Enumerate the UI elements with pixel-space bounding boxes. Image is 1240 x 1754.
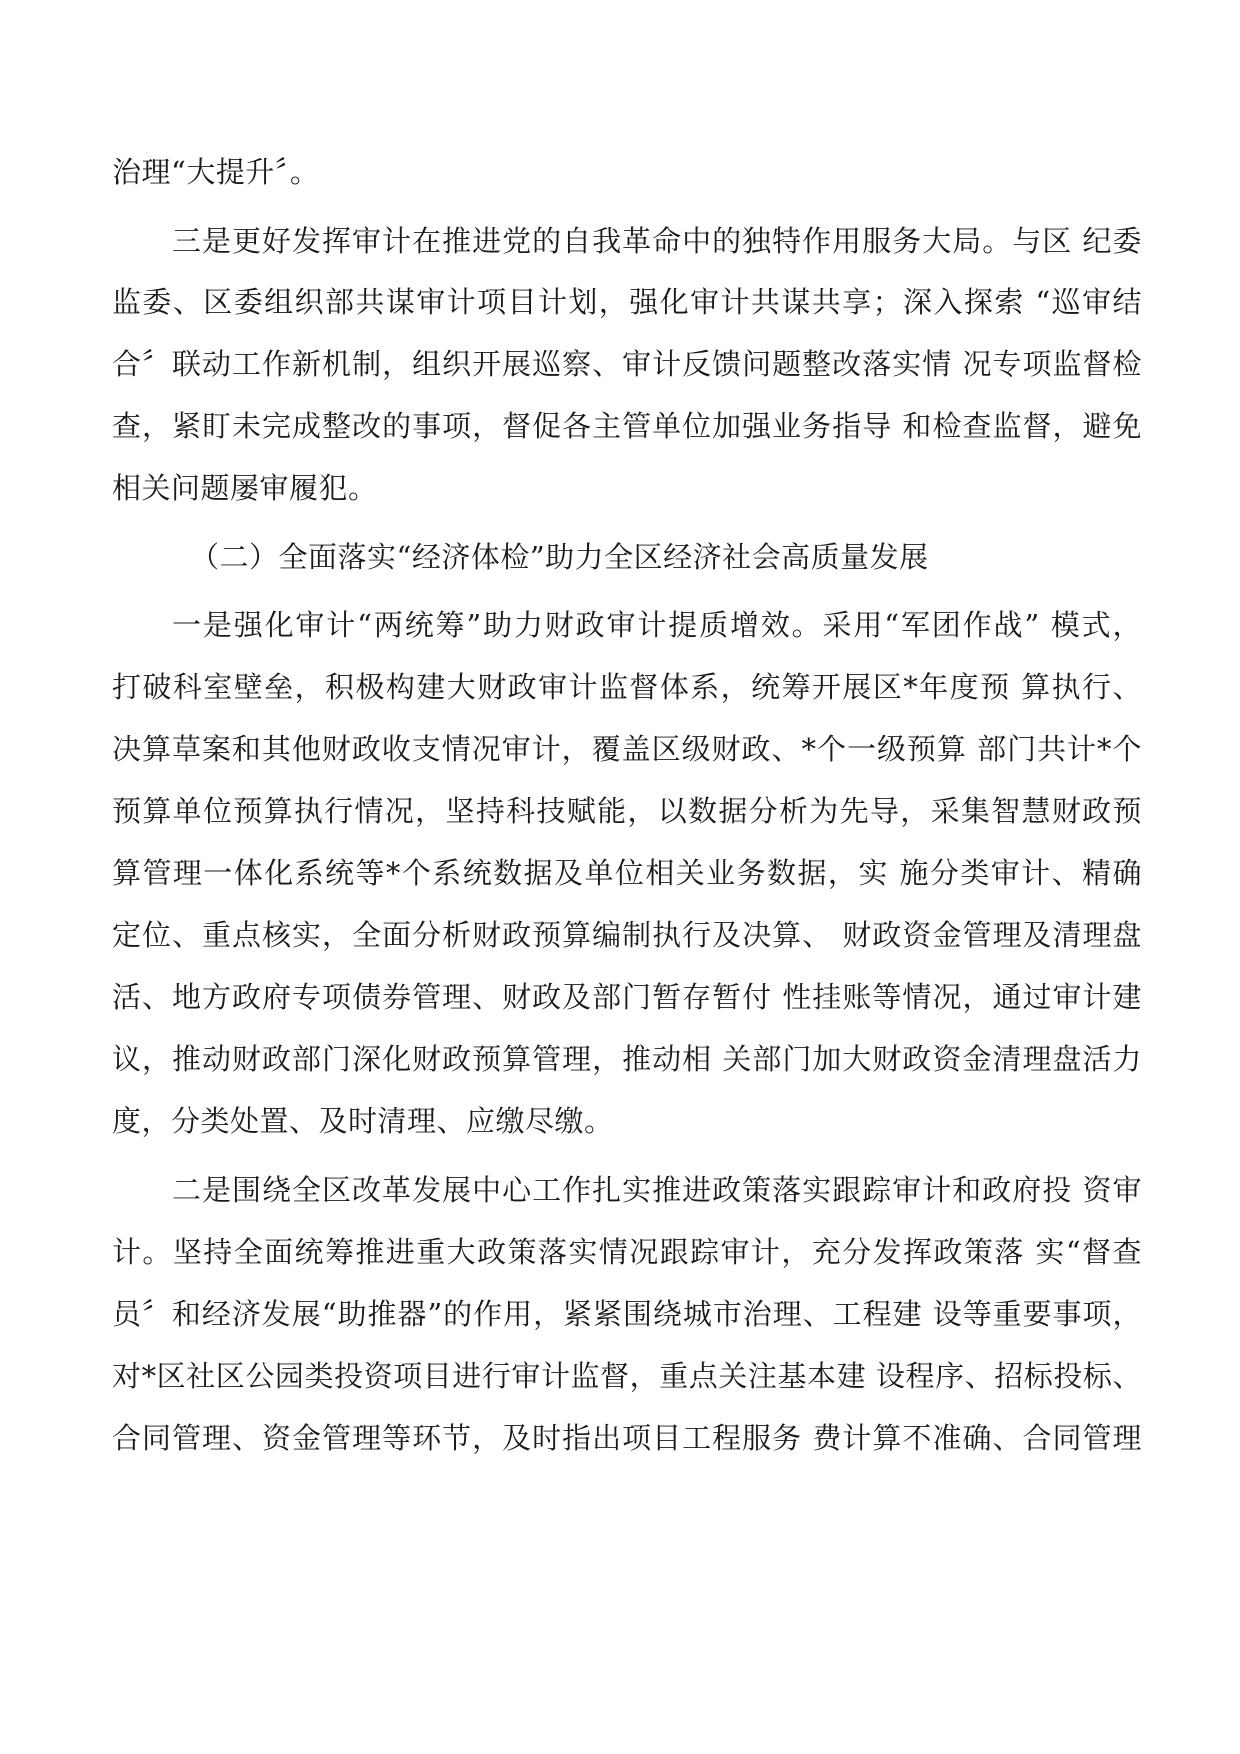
para-line: 定位、重点核实，全面分析财政预算编制执行及决算、 财政资金管理及清理盘: [112, 918, 1142, 952]
para-line: 员〞和经济发展“助推器”的作用，紧紧围绕城市治理、工程建 设等重要事项，: [112, 1297, 1142, 1331]
para-line: 度，分类处置、及时清理、应缴尽缴。: [112, 1104, 614, 1138]
para-line: 三是更好发挥审计在推进党的自我革命中的独特作用服务大局。与区 纪委: [172, 224, 1142, 258]
section-heading: （二）全面落实“经济体检”助力全区经济社会高质量发展: [190, 540, 929, 574]
para-line: 相关问题屡审履犯。: [112, 471, 378, 505]
para-line: 二是围绕全区改革发展中心工作扎实推进政策落实跟踪审计和政府投 资审: [172, 1173, 1142, 1207]
para-line: 合同管理、资金管理等环节，及时指出项目工程服务 费计算不准确、合同管理: [112, 1421, 1142, 1455]
para-line: 活、地方政府专项债券管理、财政及部门暂存暂付 性挂账等情况，通过审计建: [112, 980, 1142, 1014]
para-line: 查，紧盯未完成整改的事项，督促各主管单位加强业务指导 和检查监督，避免: [112, 409, 1142, 443]
para-line: 治理“大提升〞。: [112, 155, 320, 189]
para-line: 监委、区委组织部共谋审计项目计划，强化审计共谋共享；深入探索 “巡审结: [112, 285, 1142, 319]
para-line: 合〞联动工作新机制，组织开展巡察、审计反馈问题整改落实情 况专项监督检: [112, 347, 1142, 381]
para-line: 决算草案和其他财政收支情况审计，覆盖区级财政、*个一级预算 部门共计*个: [112, 732, 1142, 766]
para-line: 议，推动财政部门深化财政预算管理，推动相 关部门加大财政资金清理盘活力: [112, 1042, 1142, 1076]
para-line: 对*区社区公园类投资项目进行审计监督，重点关注基本建 设程序、招标投标、: [112, 1359, 1142, 1393]
para-line: 一是强化审计“两统筹”助力财政审计提质增效。采用“军团作战” 模式，: [172, 608, 1142, 642]
para-line: 预算单位预算执行情况，坚持科技赋能，以数据分析为先导，采集智慧财政预: [112, 794, 1142, 828]
para-line: 算管理一体化系统等*个系统数据及单位相关业务数据，实 施分类审计、精确: [112, 856, 1142, 890]
para-line: 计。坚持全面统筹推进重大政策落实情况跟踪审计，充分发挥政策落 实“督查: [112, 1235, 1142, 1269]
para-line: 打破科室壁垒，积极构建大财政审计监督体系，统筹开展区*年度预 算执行、: [112, 670, 1142, 704]
